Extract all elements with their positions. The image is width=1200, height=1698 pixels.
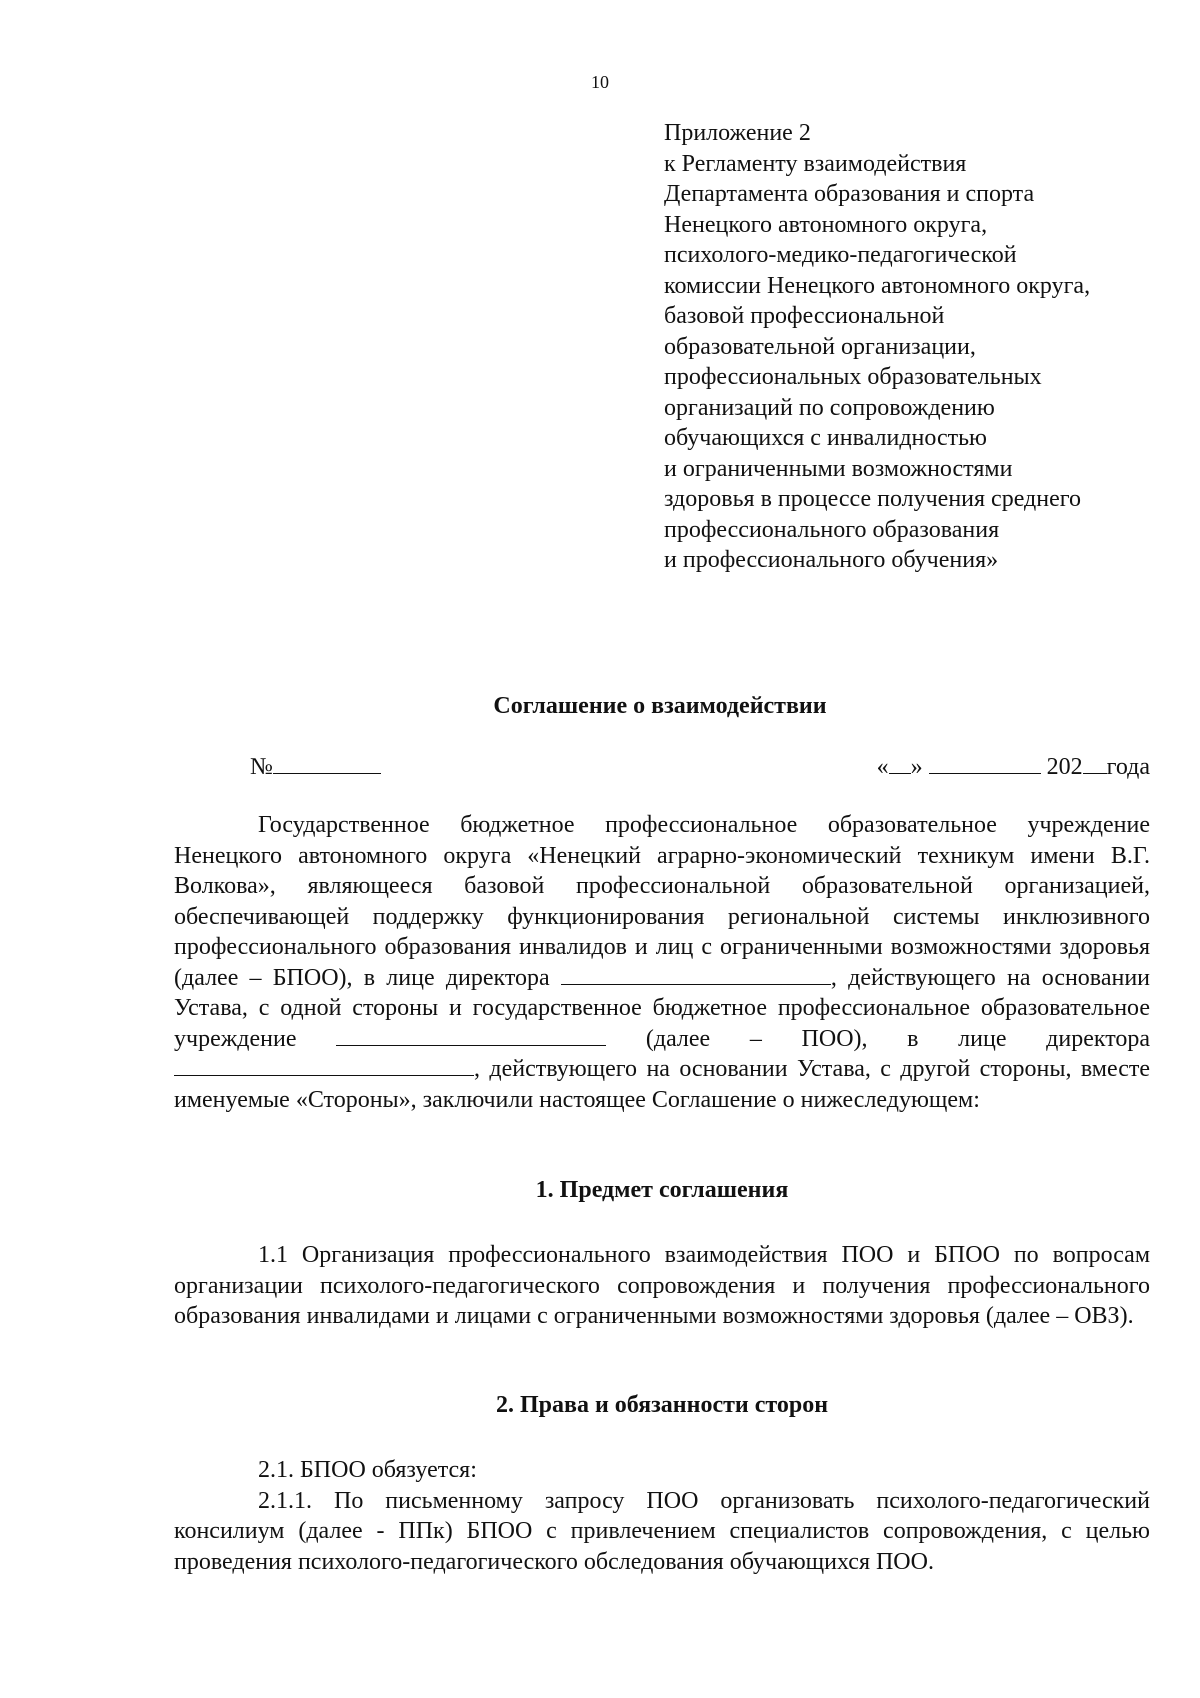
appendix-line: Департамента образования и спорта — [664, 181, 1035, 207]
appendix-line: комиссии Ненецкого автономного округа, — [664, 272, 1091, 299]
appendix-line: к Регламенту взаимодействия — [664, 150, 967, 177]
appendix-line: базовой профессиональной — [664, 303, 945, 329]
appendix-line: и ограниченными возможностями — [664, 455, 1013, 482]
section-1 — [174, 1175, 1150, 1206]
intro-text-4: , действующего на основании Устава, с другой стороны, вместе именуемые «Стороны», заключили настоящее Соглашение о нижеследующем: — [174, 1056, 1150, 1113]
appendix-line: и профессионального обучения» — [664, 547, 999, 573]
month-blank — [929, 755, 1041, 774]
director-blank-1 — [561, 966, 831, 985]
number-blank — [273, 755, 381, 774]
section-2-heading: 2. Права и обязанности сторон — [495, 1392, 829, 1418]
director-blank-2 — [174, 1057, 474, 1076]
day-blank — [889, 755, 911, 774]
number-label: № — [250, 754, 273, 780]
appendix-line: здоровья в процессе получения среднего — [664, 486, 1081, 512]
clause-1-1: 1.1 Организация профессионального взаимодействия ПОО и БПОО по вопросам организации психолого-педагогического сопровождения и получения профессионального образования инвалидами и лицами с ограниченными возможностями здоровья (далее – ОВЗ). — [174, 1242, 1150, 1329]
intro-paragraph — [174, 810, 1150, 1115]
appendix-header — [664, 118, 1164, 576]
intro-text-1: Государственное бюджетное профессиональное образовательное учреждение Ненецкого автономного округа «Ненецкий аграрно-экономический техникум имени В.Г. Волкова», являющееся базовой профессиональной образовательной организацией, обеспечивающей поддержку функционирования региональной системы инклюзивного профессионального образования инвалидов и лиц с ограниченными возможностями здоровья (далее – БПОО), в лице директора — [174, 812, 1150, 991]
year-blank — [1083, 755, 1107, 774]
appendix-line: обучающихся с инвалидностью — [664, 425, 987, 451]
appendix-line: профессиональных образовательных — [664, 364, 1042, 390]
poo-name-blank — [336, 1027, 606, 1046]
date-open-quote: « — [876, 754, 889, 780]
appendix-line: образовательной организации, — [664, 333, 976, 360]
year-suffix: года — [1106, 754, 1150, 780]
page-number: 10 — [591, 72, 609, 92]
section-2-body — [174, 1455, 1150, 1577]
section-1-heading: 1. Предмет соглашения — [535, 1177, 789, 1203]
intro-block — [174, 810, 1150, 1115]
date-close-quote: » — [910, 754, 923, 780]
intro-text-3: (далее – ПОО), в лице директора — [645, 1025, 1151, 1052]
agreement-date — [877, 754, 1150, 781]
section-2 — [174, 1390, 1150, 1421]
section-1-body — [174, 1240, 1150, 1332]
appendix-line: профессионального образования — [664, 516, 1000, 543]
appendix-line: Ненецкого автономного округа, — [664, 211, 988, 238]
agreement-title: Соглашение о взаимодействии — [493, 693, 827, 719]
clause-2-1: 2.1. БПОО обязуется: — [258, 1457, 477, 1483]
clause-2-1-1: 2.1.1. По письменному запросу ПОО организовать психолого-педагогический консилиум (далее - ППк) БПОО с привлечением специалистов сопровождения, с целью проведения психолого-педагогического обследования обучающихся ПОО. — [174, 1487, 1150, 1575]
intro-text-2: , действующего на основании Устава, с одной стороны и государственное бюджетное профессиональное образовательное учреждение — [174, 964, 1151, 1052]
agreement-number — [250, 754, 381, 781]
appendix-line: Приложение 2 — [664, 120, 811, 146]
appendix-line: психолого-медико-педагогической — [664, 242, 1017, 268]
year-prefix: 202 — [1046, 754, 1083, 780]
appendix-line: организаций по сопровождению — [664, 394, 995, 421]
